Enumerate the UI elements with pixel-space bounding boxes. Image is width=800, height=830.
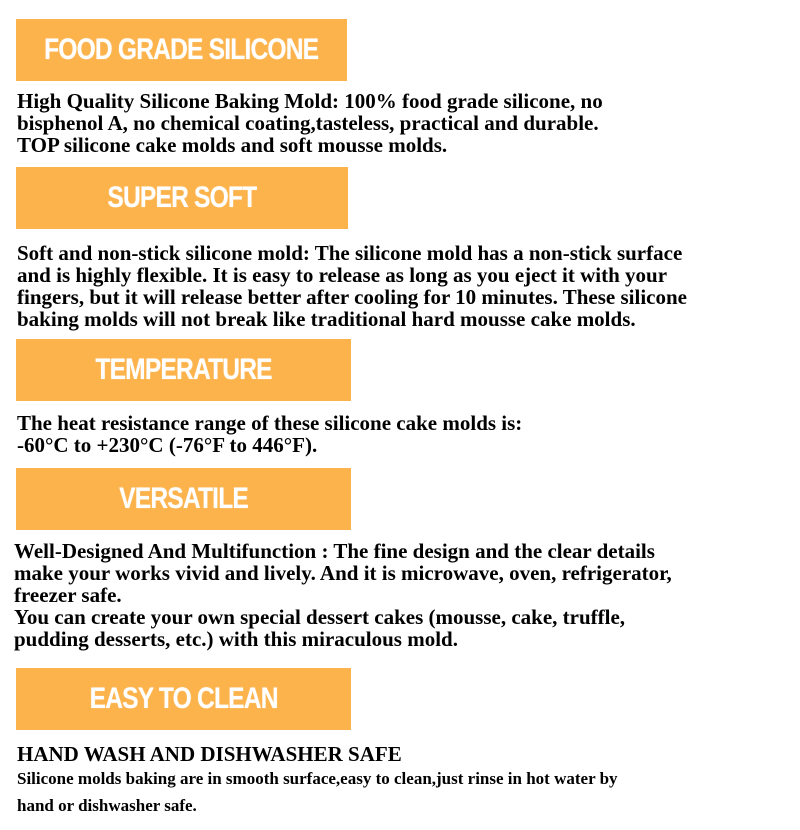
banner-label: FOOD GRADE SILICONE <box>44 33 319 66</box>
banner-label: EASY TO CLEAN <box>89 682 278 715</box>
text-line: TOP silicone cake molds and soft mousse molds. <box>17 133 448 157</box>
text-line: fingers, but it will release better after cooling for 10 minutes. These silicone <box>17 285 687 309</box>
text-line: and is highly flexible. It is easy to release as long as you eject it with your <box>17 263 668 287</box>
text-line: Silicone molds baking are in smooth surface,easy to clean,just rinse in hot water by <box>17 769 618 788</box>
super-soft-description <box>17 242 687 330</box>
text-line: High Quality Silicone Baking Mold: 100% food grade silicone, no <box>17 89 603 113</box>
banner-label: TEMPERATURE <box>95 353 272 386</box>
text-line: pudding desserts, etc.) with this miraculous mold. <box>14 627 458 651</box>
food-grade-description <box>17 90 603 156</box>
text-line: Well-Designed And Multifunction : The fine design and the clear details <box>14 539 655 563</box>
food-grade-silicone-banner <box>16 19 347 81</box>
text-line: hand or dishwasher safe. <box>17 796 197 815</box>
banner-label: VERSATILE <box>119 482 248 515</box>
text-line: Soft and non-stick silicone mold: The silicone mold has a non-stick surface <box>17 241 683 265</box>
super-soft-banner <box>16 167 348 229</box>
versatile-description <box>14 540 672 650</box>
easy-to-clean-banner <box>16 668 351 730</box>
text-line: You can create your own special dessert cakes (mousse, cake, truffle, <box>14 605 626 629</box>
temperature-banner <box>16 339 351 401</box>
text-line: -60°C to +230°C (-76°F to 446°F). <box>17 433 318 457</box>
banner-label: SUPER SOFT <box>107 181 257 214</box>
text-line: The heat resistance range of these silicone cake molds is: <box>17 411 523 435</box>
text-line: baking molds will not break like traditional hard mousse cake molds. <box>17 307 636 331</box>
text-line: bisphenol A, no chemical coating,tasteless, practical and durable. <box>17 111 599 135</box>
text-line: freezer safe. <box>14 583 122 607</box>
easy-to-clean-description <box>17 765 618 819</box>
easy-to-clean-heading: HAND WASH AND DISHWASHER SAFE <box>17 742 402 766</box>
temperature-description <box>17 412 522 456</box>
versatile-banner <box>16 468 351 530</box>
text-line: make your works vivid and lively. And it is microwave, oven, refrigerator, <box>14 561 672 585</box>
